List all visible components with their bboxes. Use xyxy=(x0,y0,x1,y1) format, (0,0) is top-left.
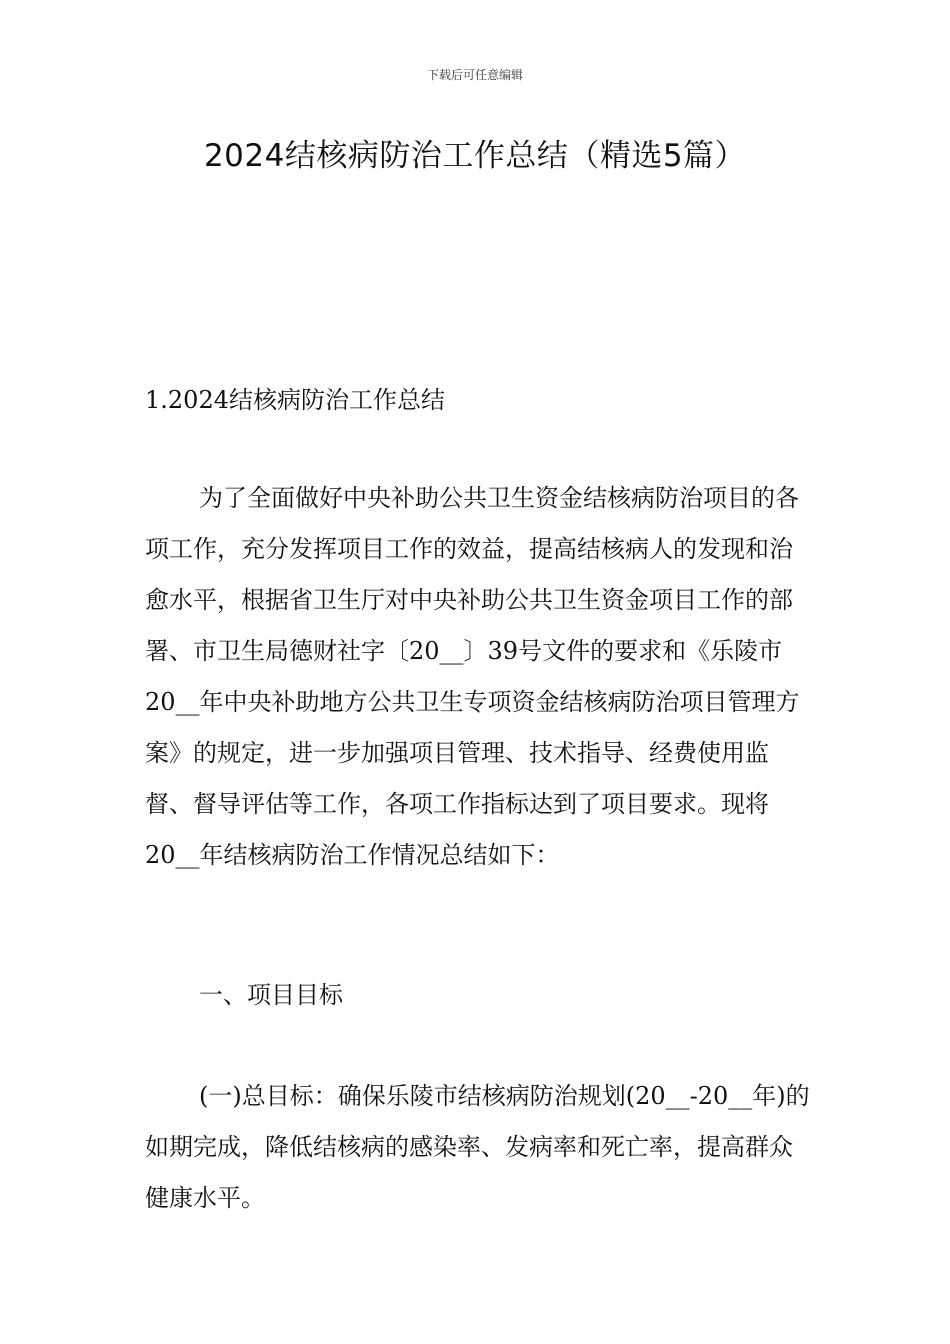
section-heading: 1.2024结核病防治工作总结 xyxy=(145,386,445,414)
intro-paragraph: 为了全面做好中央补助公共卫生资金结核病防治项目的各项工作，充分发挥项目工作的效益，提高结核病人的发现和治愈水平，根据省卫生厅对中央补助公共卫生资金项目工作的部署、市卫生局德财社字〔20__〕39号文件的要求和《乐陵市20__年中央补助地方公共卫生专项资金结核病防治项目管理方案》的规定，进一步加强项目管理、技术指导、经费使用监督、督导评估等工作，各项工作指标达到了项目要求。现将20__年结核病防治工作情况总结如下： xyxy=(145,484,800,869)
header-note: 下载后可任意编辑 xyxy=(426,68,523,82)
document-title: 2024结核病防治工作总结（精选5篇） xyxy=(203,138,747,174)
sub-heading-project-goals: 一、项目目标 xyxy=(199,981,343,1009)
goal-paragraph: (一)总目标：确保乐陵市结核病防治规划(20__-20__年)的如期完成，降低结核病的感染率、发病率和死亡率，提高群众健康水平。 xyxy=(145,1082,810,1212)
